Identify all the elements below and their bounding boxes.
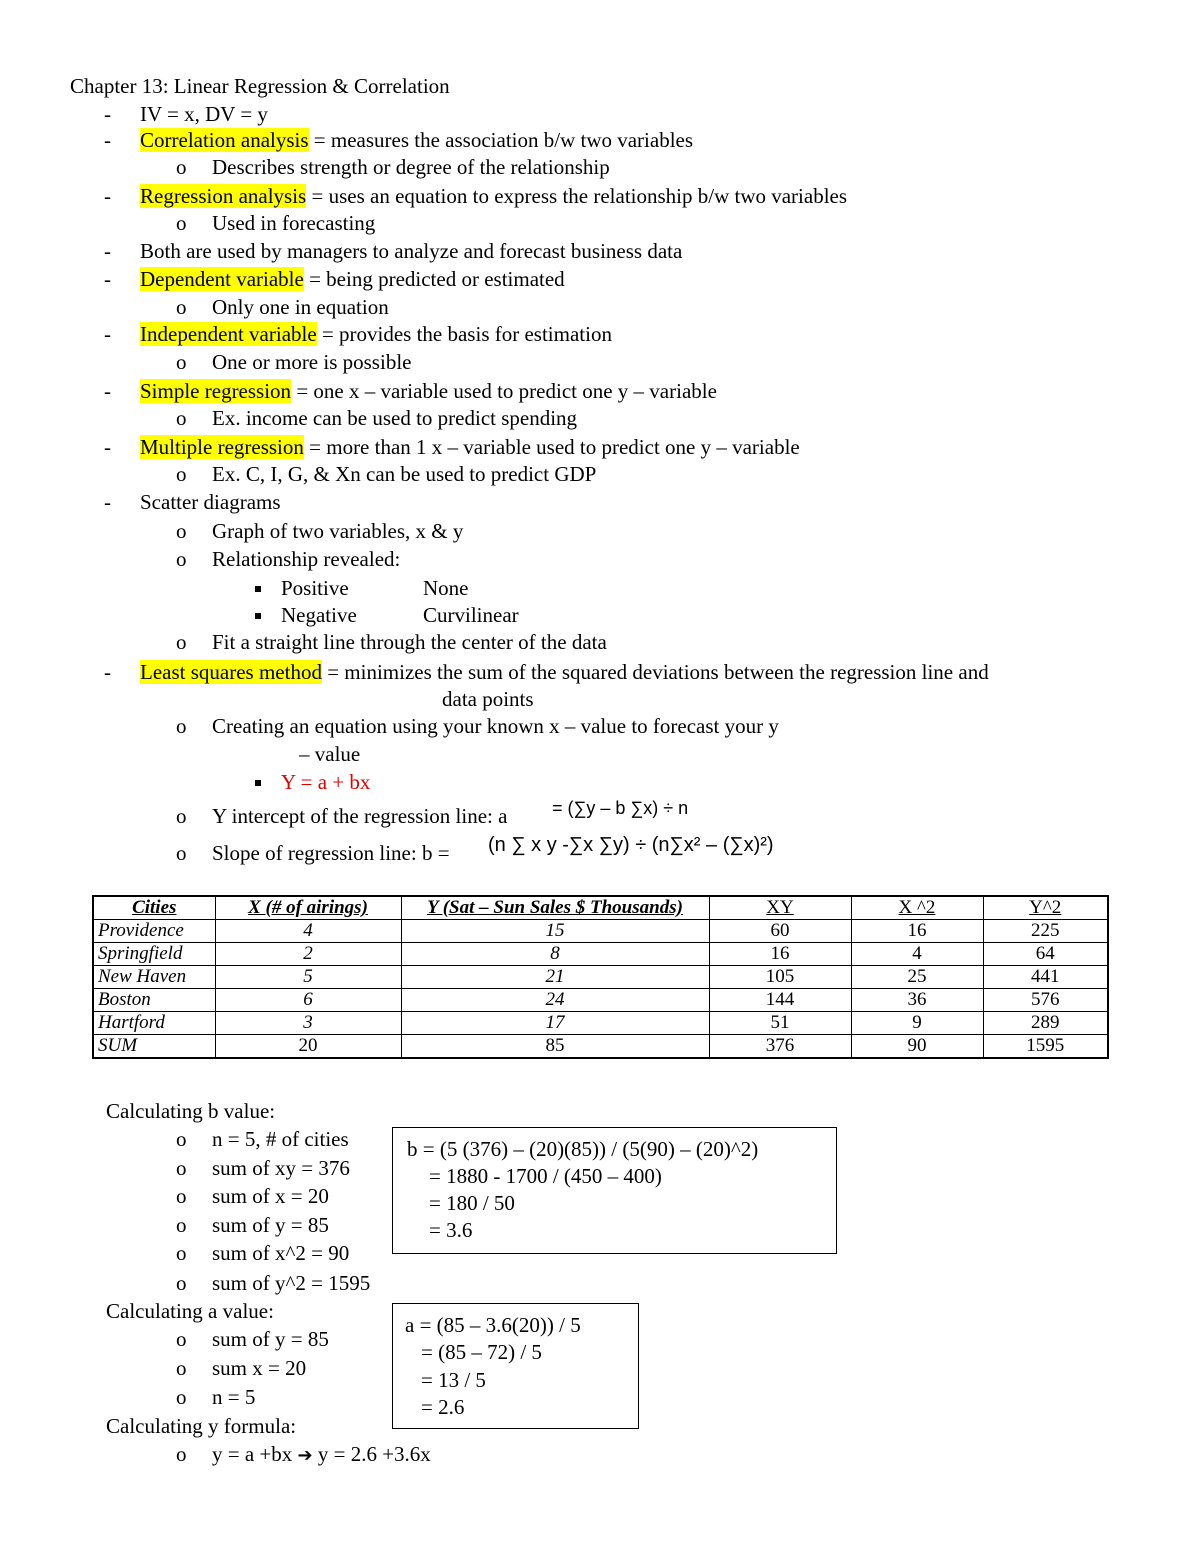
item-text: sum of y^2 = 1595 <box>212 1271 371 1295</box>
sub-ls-3: o Slope of regression line: b = <box>176 841 450 865</box>
calc-b-item: o sum of x^2 = 90 <box>176 1241 350 1265</box>
def-least-squares: = minimizes the sum of the squared deviations between the regression line and <box>321 660 989 684</box>
sub-correlation: o Describes strength or degree of the relationship <box>176 155 610 179</box>
calc-b-heading: Calculating b value: <box>106 1099 276 1123</box>
equation-text: Y = a + bx <box>281 770 371 794</box>
table-cell: 105 <box>709 966 851 989</box>
sub-simple: o Ex. income can be used to predict spending <box>176 406 578 430</box>
sub-dependent: o Only one in equation <box>176 295 389 319</box>
bullet-dependent: - Dependent variable = being predicted or estimated <box>104 267 565 291</box>
table-cell: 25 <box>851 966 983 989</box>
bullet-correlation: - Correlation analysis = measures the association b/w two variables <box>104 128 694 152</box>
sub-ls-1: o Creating an equation using your known x – value to forecast your y <box>176 714 779 738</box>
calc-b-line: = 3.6 <box>429 1218 473 1242</box>
calc-b-box <box>392 1127 837 1254</box>
table-cell: Hartford <box>93 1012 215 1035</box>
calc-y-heading: Calculating y formula: <box>106 1414 297 1438</box>
table-cell: 2 <box>215 943 401 966</box>
term-regression: Regression analysis <box>140 184 307 208</box>
table-cell: Springfield <box>93 943 215 966</box>
def-dependent: = being predicted or estimated <box>303 267 565 291</box>
item-text: sum of x = 20 <box>212 1184 329 1208</box>
bullet-multiple: - Multiple regression = more than 1 x – variable used to predict one y – variable <box>104 435 800 459</box>
formula-right: y = 2.6 +3.6x <box>317 1442 431 1466</box>
table-cell: 144 <box>709 989 851 1012</box>
square-bullet-icon <box>255 575 281 601</box>
sub-text: Y intercept of the regression line: a <box>212 804 508 828</box>
table-cell: 20 <box>215 1035 401 1059</box>
sub-independent: o One or more is possible <box>176 350 412 374</box>
table-cell: 441 <box>983 966 1108 989</box>
table-cell: 6 <box>215 989 401 1012</box>
item-text: sum x = 20 <box>212 1356 307 1380</box>
bullet-simple: - Simple regression = one x – variable used to predict one y – variable <box>104 379 717 403</box>
table-cell: 64 <box>983 943 1108 966</box>
bullet-scatter: - Scatter diagrams <box>104 490 281 514</box>
calc-b-item: o sum of x = 20 <box>176 1184 329 1208</box>
regression-equation <box>255 769 370 795</box>
square-bullet-icon <box>255 602 281 628</box>
table-cell: 376 <box>709 1035 851 1059</box>
sub-regression: o Used in forecasting <box>176 211 376 235</box>
item-text: sum of x^2 = 90 <box>212 1241 350 1265</box>
sub-text: Relationship revealed: <box>212 547 401 571</box>
term-correlation: Correlation analysis <box>140 128 309 152</box>
sub-scatter-1: o Graph of two variables, x & y <box>176 519 464 543</box>
bullet-regression: - Regression analysis = uses an equation to express the relationship b/w two variables <box>104 184 848 208</box>
data-table <box>92 895 1109 1059</box>
table-cell: 60 <box>709 920 851 943</box>
table-cell: 289 <box>983 1012 1108 1035</box>
term-simple: Simple regression <box>140 379 292 403</box>
sub-text: One or more is possible <box>212 350 412 374</box>
table-cell: 36 <box>851 989 983 1012</box>
table-row <box>93 1012 1108 1035</box>
bullet-independent: - Independent variable = provides the basis for estimation <box>104 322 612 346</box>
table-cell: 5 <box>215 966 401 989</box>
calc-b-line: = 180 / 50 <box>429 1191 515 1215</box>
table-row <box>93 989 1108 1012</box>
table-cell: New Haven <box>93 966 215 989</box>
item-text: sum of y = 85 <box>212 1327 329 1351</box>
intercept-formula: = (∑y – b ∑x) ÷ n <box>552 798 689 818</box>
arrow-right-icon: ➔ <box>297 1445 313 1466</box>
def-regression: = uses an equation to express the relationship b/w two variables <box>306 184 848 208</box>
calc-y-formula: o y = a +bx ➔ y = 2.6 +3.6x <box>176 1442 431 1466</box>
sub-text: Creating an equation using your known x – value to forecast your y <box>212 714 779 738</box>
sub-text: Fit a straight line through the center of the data <box>212 630 607 654</box>
table-cell: 1595 <box>983 1035 1108 1059</box>
table-sum-row <box>93 1035 1108 1059</box>
col-header: X ^2 <box>851 896 983 920</box>
calc-b-line: b = (5 (376) – (20)(85)) / (5(90) – (20)^2) <box>407 1137 759 1161</box>
bullet-both: - Both are used by managers to analyze and forecast business data <box>104 239 683 263</box>
sub-text: Slope of regression line: b = <box>212 841 450 865</box>
table-row <box>93 920 1108 943</box>
bullet-iv-dv: - IV = x, DV = y <box>104 102 268 126</box>
col-header: X (# of airings) <box>215 896 401 920</box>
sub-text: Used in forecasting <box>212 211 376 235</box>
calc-b-item: o sum of xy = 376 <box>176 1156 350 1180</box>
def-independent: = provides the basis for estimation <box>316 322 612 346</box>
sub-text: Describes strength or degree of the relationship <box>212 155 610 179</box>
calc-b-line: = 1880 - 1700 / (450 – 400) <box>429 1164 662 1188</box>
calc-a-item: o n = 5 <box>176 1385 256 1409</box>
table-cell: 225 <box>983 920 1108 943</box>
calc-a-box <box>392 1303 639 1429</box>
col-header: Y (Sat – Sun Sales $ Thousands) <box>401 896 709 920</box>
table-cell: 17 <box>401 1012 709 1035</box>
table-cell: Providence <box>93 920 215 943</box>
calc-a-line: = (85 – 72) / 5 <box>421 1340 542 1364</box>
rel-row-2 <box>255 602 519 628</box>
rel-curvilinear: Curvilinear <box>423 603 519 627</box>
table-cell: 24 <box>401 989 709 1012</box>
table-row <box>93 943 1108 966</box>
table-cell: SUM <box>93 1035 215 1059</box>
calc-a-line: = 2.6 <box>421 1395 465 1419</box>
item-text: sum of xy = 376 <box>212 1156 350 1180</box>
table-cell: Boston <box>93 989 215 1012</box>
col-header: XY <box>709 896 851 920</box>
bullet-text: Both are used by managers to analyze and forecast business data <box>140 239 683 263</box>
calc-a-item: o sum x = 20 <box>176 1356 307 1380</box>
table-cell: 15 <box>401 920 709 943</box>
sub-text: Graph of two variables, x & y <box>212 519 464 543</box>
calc-a-heading: Calculating a value: <box>106 1299 274 1323</box>
col-header: Y^2 <box>983 896 1108 920</box>
table-cell: 3 <box>215 1012 401 1035</box>
table-cell: 21 <box>401 966 709 989</box>
item-text: n = 5, # of cities <box>212 1127 349 1151</box>
table-cell: 16 <box>709 943 851 966</box>
term-multiple: Multiple regression <box>140 435 304 459</box>
term-least-squares: Least squares method <box>140 660 322 684</box>
table-cell: 85 <box>401 1035 709 1059</box>
table-cell: 4 <box>851 943 983 966</box>
page-title: Chapter 13: Linear Regression & Correlation <box>70 74 450 98</box>
table-row <box>93 966 1108 989</box>
sub-text: Only one in equation <box>212 295 389 319</box>
def-multiple: = more than 1 x – variable used to predict one y – variable <box>303 435 800 459</box>
bullet-least-squares: - Least squares method = minimizes the sum of the squared deviations between the regression line and <box>104 660 989 684</box>
table-cell: 90 <box>851 1035 983 1059</box>
bullet-text: IV = x, DV = y <box>140 102 268 126</box>
sub-text: Ex. C, I, G, & Xn can be used to predict GDP <box>212 462 597 486</box>
formula-left: y = a +bx <box>212 1442 293 1466</box>
calc-a-line: = 13 / 5 <box>421 1368 486 1392</box>
def-least-squares-cont: data points <box>442 687 534 711</box>
rel-row-1 <box>255 575 469 601</box>
table-cell: 51 <box>709 1012 851 1035</box>
calc-b-item: o n = 5, # of cities <box>176 1127 349 1151</box>
table-cell: 16 <box>851 920 983 943</box>
calc-a-item: o sum of y = 85 <box>176 1327 329 1351</box>
table-cell: 576 <box>983 989 1108 1012</box>
sub-multiple: o Ex. C, I, G, & Xn can be used to predict GDP <box>176 462 597 486</box>
def-simple: = one x – variable used to predict one y – variable <box>291 379 717 403</box>
table-header-row <box>93 896 1108 920</box>
rel-positive: Positive <box>281 576 349 600</box>
term-independent: Independent variable <box>140 322 317 346</box>
item-text: sum of y = 85 <box>212 1213 329 1237</box>
slope-formula: (n ∑ x y -∑x ∑y) ÷ (n∑x² – (∑x)²) <box>488 834 774 856</box>
table-cell: 8 <box>401 943 709 966</box>
term-dependent: Dependent variable <box>140 267 304 291</box>
rel-none: None <box>423 576 469 600</box>
calc-b-item: o sum of y = 85 <box>176 1213 329 1237</box>
col-header: Cities <box>93 896 215 920</box>
sub-scatter-2: o Relationship revealed: <box>176 547 401 571</box>
sub-ls-1-cont: – value <box>299 742 361 766</box>
table-cell: 4 <box>215 920 401 943</box>
calc-a-line: a = (85 – 3.6(20)) / 5 <box>405 1313 581 1337</box>
def-correlation: = measures the association b/w two variables <box>308 128 694 152</box>
bullet-text: Scatter diagrams <box>140 490 281 514</box>
table-cell: 9 <box>851 1012 983 1035</box>
sub-scatter-3: o Fit a straight line through the center of the data <box>176 630 607 654</box>
item-text: n = 5 <box>212 1385 256 1409</box>
calc-b-item: o sum of y^2 = 1595 <box>176 1271 371 1295</box>
square-bullet-icon <box>255 769 281 795</box>
rel-negative: Negative <box>281 603 357 627</box>
sub-text: Ex. income can be used to predict spending <box>212 406 578 430</box>
sub-ls-2: o Y intercept of the regression line: a <box>176 804 508 828</box>
